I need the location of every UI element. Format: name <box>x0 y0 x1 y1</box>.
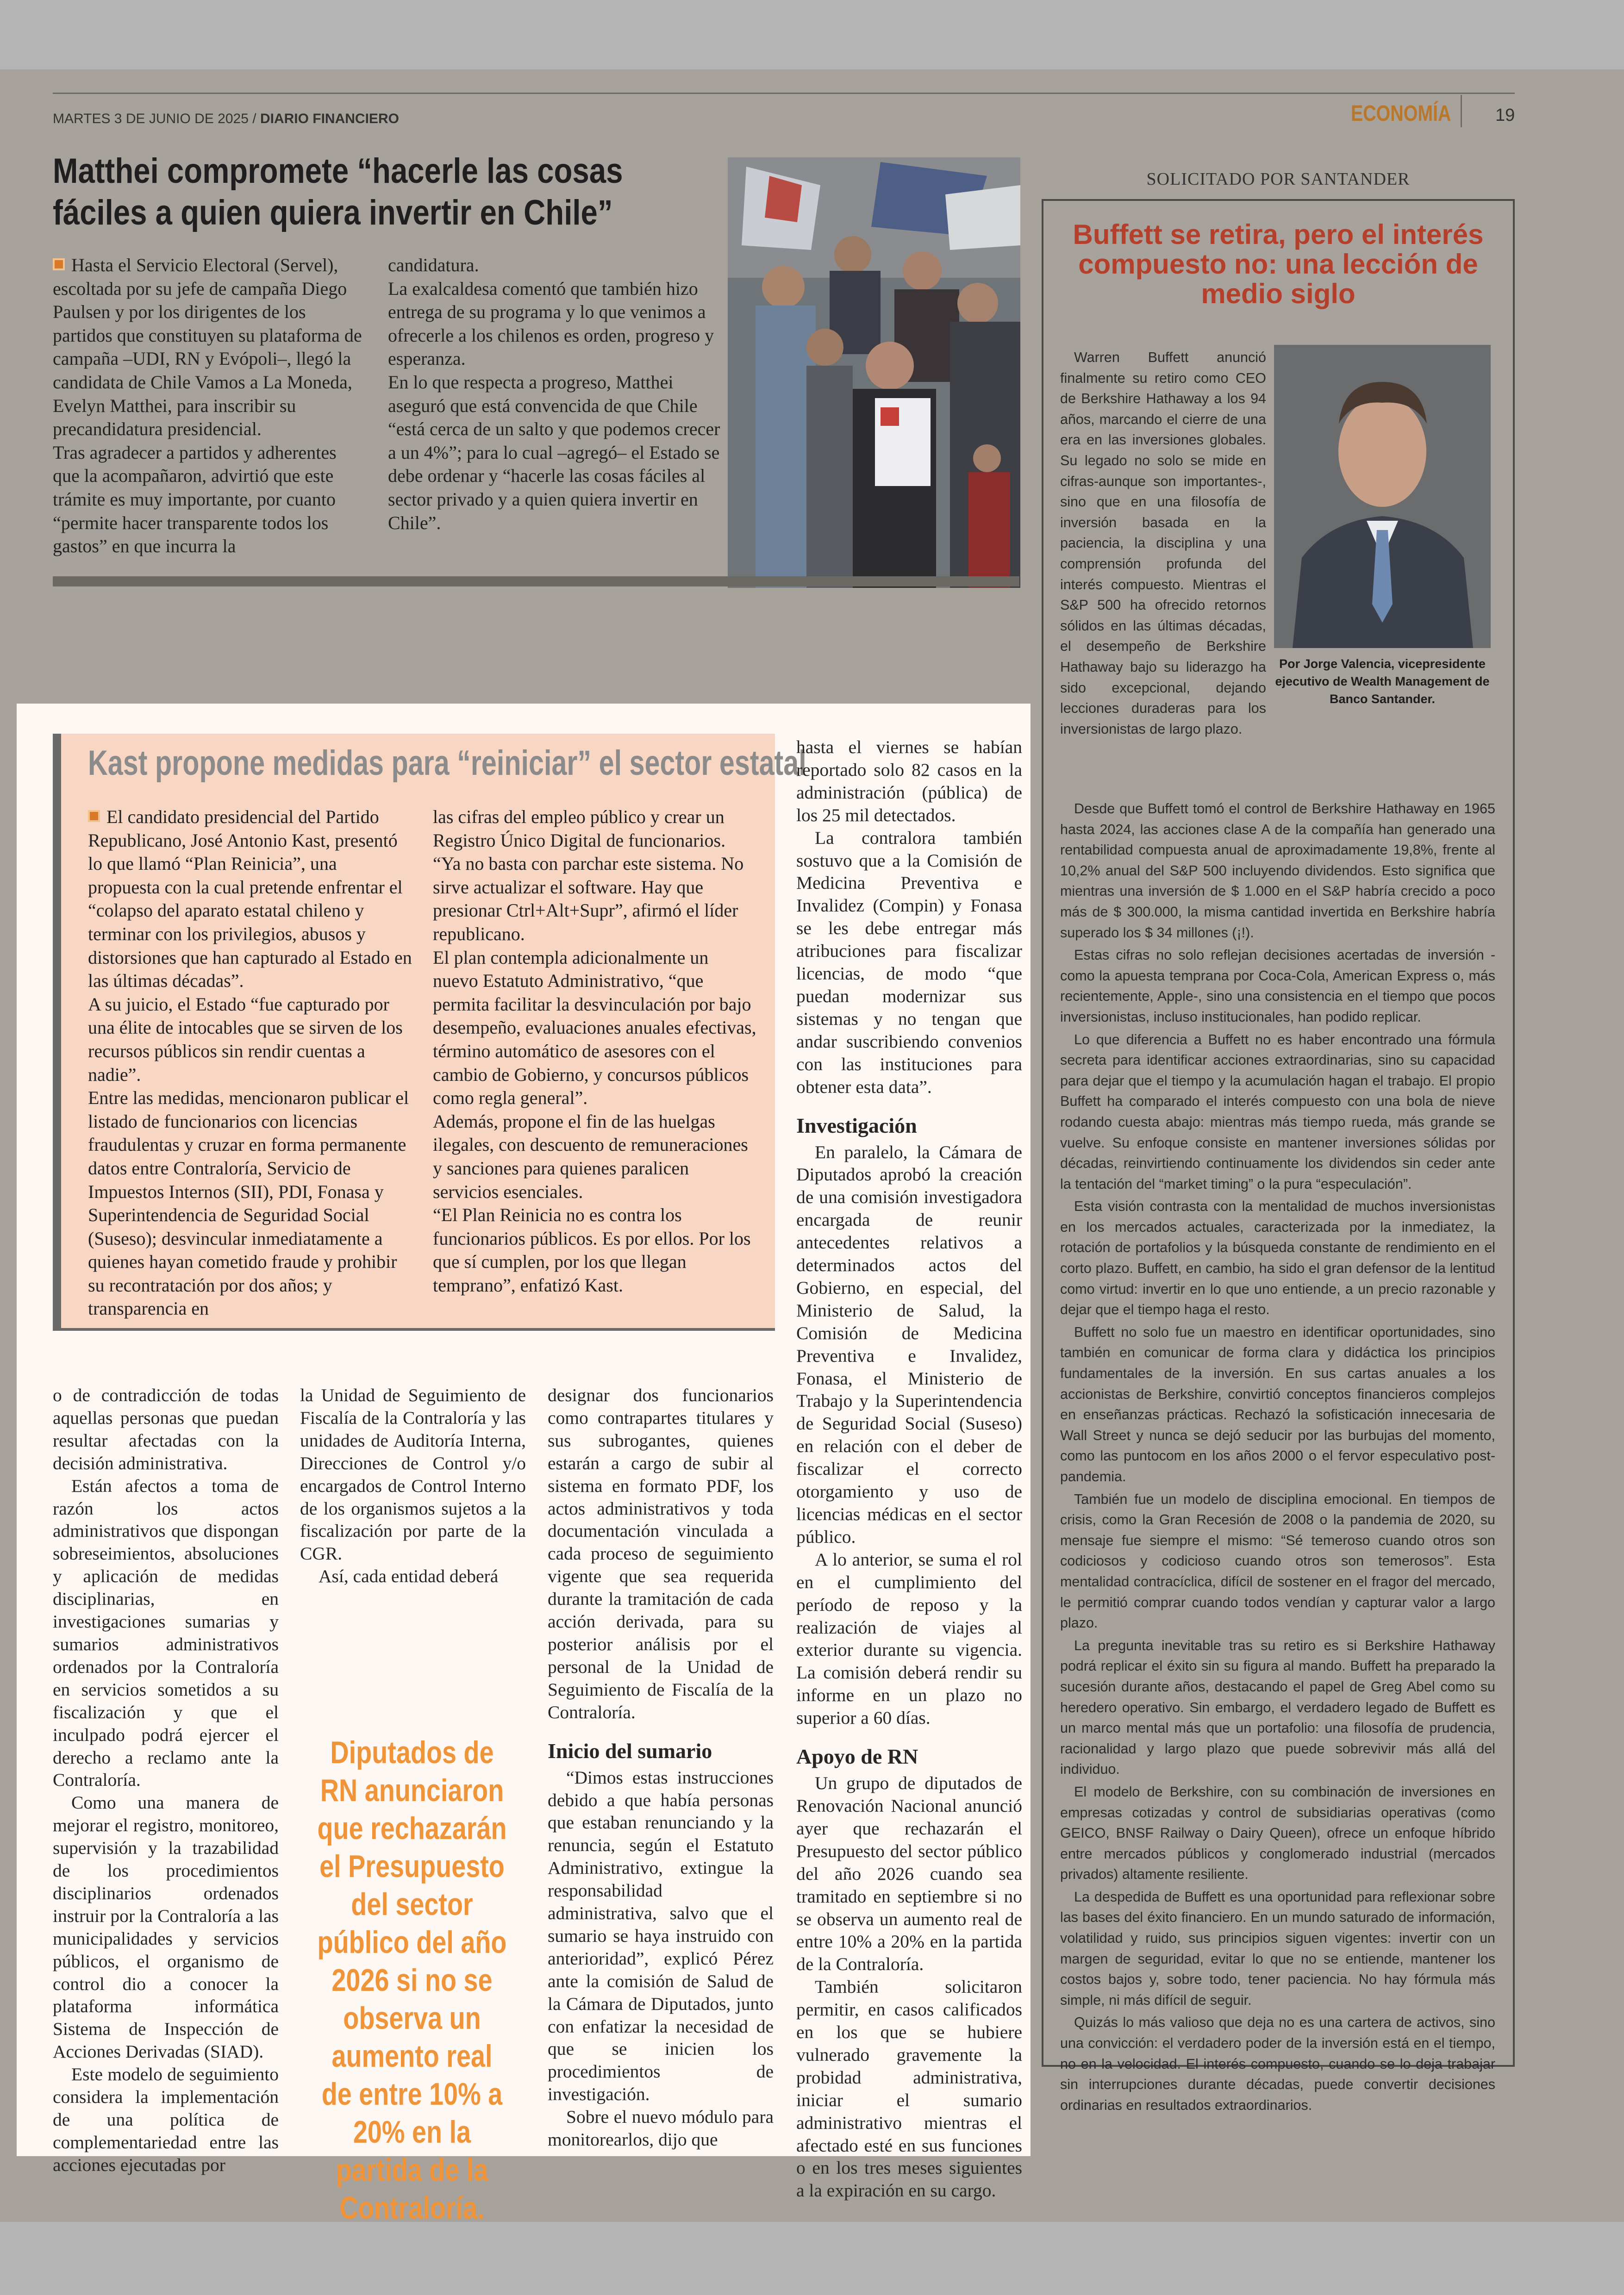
portrait-illustration <box>1274 345 1491 648</box>
paragraph: Lo que diferencia a Buffett no es haber encontrado una fórmula secreta para identificar acciones extraordinarias, sino su capacidad para dejar que el tiempo y la acumulación hagan el trabajo. El propio Buffett ha comparado el interés compuesto con una bola de nieve rodando cuesta abajo: mientras más tiempo rueda, más grande se vuelve. Su enfoque consiste en mantener inversiones sólidas por décadas, reinvirtiendo continuamente los dividendos sin ceder ante la tentación del “market timing” o la pura “especulación”. <box>1060 1031 1495 1192</box>
paragraph: Esta visión contrasta con la mentalidad de muchos inversionistas en los mercados actuales, caracterizada por la inmediatez, la rotación de portafolios y la búsqueda constante de rendimiento en el corto plazo. Buffett, en cambio, ha sido el gran defensor de la lentitud como virtud: invertir en lo que uno entiende, a un precio razonable y dejar que el tiempo haga el resto. <box>1060 1198 1495 1318</box>
author-portrait <box>1274 345 1491 648</box>
paragraph: El candidato presidencial del Partido Republicano, José Antonio Kast, presentó lo que llamó “Plan Reinicia”, una propuesta con la cual pretende enfrentar el “colapso del aparato estatal chileno y terminar con los privilegios, abusos y distorsiones que han capturado al Estado en las últimas décadas”. <box>88 806 412 992</box>
main-story-photo <box>728 157 1020 588</box>
sponsored-label: SOLICITADO POR SANTANDER <box>1146 169 1410 189</box>
author-caption: Por Jorge Valencia, vicepresidente ejecutivo de Wealth Management de Banco Santander. <box>1275 657 1490 706</box>
header-dateline <box>53 111 399 127</box>
paragraph: Un grupo de diputados de Renovación Nacional anunció ayer que rechazarán el Presupuesto del sector público del año 2026 cuando sea tramitado en septiembre si no se observa un aumento real de entre 10% a 20% en la partida de la Contraloría. <box>796 1773 1022 1975</box>
paragraph: o de contradicción de todas aquellas personas que puedan resultar afectadas con la decisión administrativa. <box>53 1385 279 1473</box>
subheading: Apoyo de RN <box>796 1745 918 1769</box>
main-story-headline: Matthei compromete “hacerle las cosas fáciles a quien quiera invertir en Chile” <box>53 151 623 232</box>
paragraph: La contralora también sostuvo que a la Comisión de Medicina Preventiva e Invalidez (Compin) y Fonasa se les debe entregar más atribuciones para fiscalizar licencias, de modo “que puedan modernizar sus sistemas y no tengan que andar suscribiendo convenios con las instituciones para obtener esta data”. <box>796 827 1022 1097</box>
header-date: MARTES 3 DE JUNIO DE 2025 / <box>53 111 256 126</box>
paragraph: Este modelo de seguimiento considera la implementación de una política de complementariedad entre las acciones ejecutadas por <box>53 2064 279 2175</box>
main-story-column-1 <box>53 254 368 558</box>
kast-headline: Kast propone medidas para “reiniciar” el sector estatal <box>88 743 806 783</box>
main-story-bottom-rule <box>53 576 1019 586</box>
article-right-column <box>796 736 1022 2202</box>
paragraph: El plan contempla adicionalmente un nuevo Estatuto Administrativo, “que permita facilitar la desvinculación por bajo desempeño, evaluaciones anuales efectivas, término automático de asesores con el cambio de Gobierno, y concursos públicos como regla general”. <box>433 947 756 1109</box>
paragraph: Como una manera de mejorar el registro, monitoreo, supervisión y la trazabilidad de los procedimientos disciplinarios ordenados instruir por la Contraloría a las municipalidades y servicios públicos, el organismo de control dio a conocer la plataforma informática Sistema de Inspección de Acciones Derivadas (SIAD). <box>53 1792 279 2062</box>
paragraph: Sobre el nuevo módulo para monitorearlos, dijo que <box>548 2107 774 2150</box>
page-number: 19 <box>1495 106 1515 125</box>
paragraph: El modelo de Berkshire, con su combinación de inversiones en empresas cotizadas y control de subsidiarias operativas (como GEICO, BNSF Railway o Dairy Queen), ofrece un enfoque híbrido entre mercados públicos y conglomerado industrial (mercados privados) altamente resiliente. <box>1060 1784 1495 1883</box>
article-column-2 <box>300 1384 526 1588</box>
paragraph: En lo que respecta a progreso, Matthei aseguró que está convencida de que Chile “está cerca de un salto y que podemos crecer a un 4%”; para lo cual –agregó– el Estado se debe ordenar y “hacerle las cosas fáciles al sector privado y a quien quiera invertir en Chile”. <box>388 371 720 533</box>
paragraph: las cifras del empleo público y crear un Registro Único Digital de funcionarios. <box>433 806 726 851</box>
paragraph: Además, propone el fin de las huelgas ilegales, con descuento de remuneraciones y sanciones para quienes paralicen servicios esenciales. <box>433 1110 748 1202</box>
sponsored-title: Buffett se retira, pero el interés compuesto no: una lección de medio siglo <box>1073 219 1484 309</box>
sponsored-intro <box>1060 347 1266 741</box>
article-column-3 <box>548 1384 774 2151</box>
article-column-1 <box>53 1384 279 2177</box>
paragraph: Tras agradecer a partidos y adherentes que la acompañaron, advirtió que este trámite es muy importante, por cuanto “permite hacer transparente todos los gastos” en que incurra la <box>53 442 337 557</box>
paragraph: Hasta el Servicio Electoral (Servel), escoltada por su jefe de campaña Diego Paulsen y por los dirigentes de los partidos que constituyen su plataforma de campaña –UDI, RN y Evópoli–, llegó la candidata de Chile Vamos a La Moneda, Evelyn Matthei, para inscribir su precandidatura presidencial. <box>53 255 362 440</box>
publication-name: DIARIO FINANCIERO <box>260 111 399 126</box>
lead-marker-icon <box>88 810 100 822</box>
paragraph: La despedida de Buffett es una oportunidad para reflexionar sobre las bases del éxito financiero. En un mundo saturado de información, volatilidad y ruido, sus principios siguen vigentes: invertir con un margen de seguridad, evitar lo que no se entiende, mantener los costos bajos y, sobre todo, tener paciencia. No hay fórmula más simple, ni más difícil de seguir. <box>1060 1889 1495 2008</box>
subheading: Inicio del sumario <box>548 1739 712 1763</box>
paragraph: También solicitaron permitir, en casos calificados en los que se hubiere vulnerado gravemente la probidad administrativa, iniciar el sumario administrativo mientras el afectado esté en sus funciones o en los tres meses siguientes a la expiración en su cargo. <box>796 1977 1022 2201</box>
paragraph: hasta el viernes se habían reportado solo 82 casos en la administración (pública) de los 25 mil detectados. <box>796 737 1022 825</box>
paragraph: Buffett no solo fue un maestro en identificar oportunidades, sino también en comunicar de forma clara y didáctica los principios fundamentales de la inversión. En sus cartas anuales a los accionistas de Berkshire, convirtió conceptos financieros complejos en enseñanzas prácticas. Rechazó la sofisticación innecesaria de Wall Street y nunca se dejó seducir por las burbujas del momento, como las puntocom en los años 2000 o el fervor especulativo post-pandemia. <box>1060 1324 1495 1484</box>
main-story-column-2 <box>388 254 731 535</box>
paragraph: La pregunta inevitable tras su retiro es si Berkshire Hathaway podrá replicar el éxito sin su figura al mando. Buffett ha preparado la sucesión durante años, destacando el papel de Greg Abel como su heredero operativo. Sin embargo, el verdadero legado de Buffett es un marco mental más que un portafolio: una filosofía de prudencia, racionalidad y largo plazo que puede sobrevivir más allá del individuo. <box>1060 1637 1495 1777</box>
paragraph: Entre las medidas, mencionaron publicar el listado de funcionarios con licencias fraudulentas y cruzar en forma permanente datos entre Contraloría, Servicio de Impuestos Internos (SII), PDI, Fonasa y Superintendencia de Seguridad Social (Suseso); desvincular inmediatamente a quienes hayan cometido fraude y prohibir su recontratación por dos años; y transparencia en <box>88 1087 409 1319</box>
paragraph: Están afectos a toma de razón los actos administrativos que dispongan sobreseimientos, absoluciones y aplicación de medidas disciplinarias, en investigaciones sumarias y sumarios administrativos ordenados por la Contraloría en servicios sometidos a su fiscalización y que el inculpado podrá ejercer el derecho a reclamo ante la Contraloría. <box>53 1475 279 1790</box>
paragraph: Estas cifras no solo reflejan decisiones acertadas de inversión -como la apuesta temprana por Coca-Cola, American Express o, más recientemente, Apple-, sino una consistencia en el tiempo que pocos inversionistas, incluso institucionales, han podido replicar. <box>1060 947 1495 1025</box>
paragraph: “Dimos estas instrucciones debido a que había personas que estaban renunciando y la renuncia, según el Estatuto Administrativo, extingue la responsabilidad administrativa, salvo que el sumario se haya instruido con anterioridad”, explicó Pérez ante la comisión de Salud de la Cámara de Diputados, junto con enfatizar la necesidad de que se inicien los procedimientos de investigación. <box>548 1767 774 2105</box>
paragraph: “Ya no basta con parchar este sistema. No sirve actualizar el software. Hay que presionar Ctrl+Alt+Supr”, afirmó el líder republicano. <box>433 853 744 944</box>
paragraph: la Unidad de Seguimiento de Fiscalía de la Contraloría y las unidades de Auditoría Interna, Direcciones de Control y/o encargados de Control Interno de los organismos sujetos a la fiscalización por parte de la CGR. <box>300 1385 526 1564</box>
paragraph: Quizás lo más valioso que deja no es una cartera de activos, sino una convicción: el verdadero poder de la inversión está en el tiempo, no en la velocidad. El interés compuesto, cuando se lo deja trabajar sin interrupciones durante décadas, puede convertir decisiones ordinarias en resultados extraordinarios. <box>1060 2014 1495 2113</box>
subheading: Investigación <box>796 1113 917 1137</box>
kast-column-1 <box>88 805 412 1321</box>
paragraph: La exalcaldesa comentó que también hizo entrega de su programa y lo que venimos a ofrecerle a los chilenos es orden, progreso y esperanza. <box>388 278 714 369</box>
paragraph: candidatura. <box>388 255 479 275</box>
paragraph: A su juicio, el Estado “fue capturado por una élite de intocables que se sirven de los recursos públicos sin rendir cuentas a nadie”. <box>88 993 403 1085</box>
crowd-photo-illustration <box>728 157 1020 588</box>
paragraph: “El Plan Reinicia no es contra los funcionarios públicos. Es por ellos. Por los que sí cumplen, por los que llegan temprano”, enfatizó Kast. <box>433 1204 751 1296</box>
paragraph: En paralelo, la Cámara de Diputados aprobó la creación de una comisión investigadora encargada de reunir antecedentes relativos a determinados actos del Gobierno, en especial, del Ministerio de Salud, la Comisión de Medicina Preventiva e Invalidez, Fonasa, el Ministerio de Trabajo y la Superintendencia de Seguridad Social (Suseso) en relación con el deber de fiscalizar el correcto otorgamiento y uso de licencias médicas en el sector público. <box>796 1141 1022 1547</box>
paragraph: A lo anterior, se suma el rol en el cumplimiento del período de reposo y la realización de viajes al exterior durante su vigencia. La comisión deberá rendir su informe en un plazo no superior a 60 días. <box>796 1549 1022 1728</box>
paragraph: También fue un modelo de disciplina emocional. En tiempos de crisis, como la Gran Recesión de 2008 o la pandemia de 2020, su mensaje fue siempre el mismo: “Sé temeroso cuando otros son codiciosos y codicioso cuando otros son temerosos”. Esta mentalidad contracíclica, difícil de sostener en el fragor del mercado, le permitió comprar cuando todos vendían y capturar valor a largo plazo. <box>1060 1491 1495 1631</box>
header-rule <box>53 93 1515 94</box>
kast-column-2 <box>433 805 757 1297</box>
paragraph: Desde que Buffett tomó el control de Berkshire Hathaway en 1965 hasta 2024, las acciones clase A de la compañía han generado una rentabilidad compuesta anual de aproximadamente 19,8%, frente al 10,2% anual del S&P 500 incluyendo dividendos. Esto significa que mientras una inversión de $ 1.000 en el S&P habría crecido a poco más de $ 300.000, la misma cantidad invertida en Berkshire habría superado los $ 34 millones (¡!). <box>1060 801 1495 941</box>
paragraph: designar dos funcionarios como contrapartes titulares y sus subrogantes, quienes estarán a cargo de subir al sistema en formato PDF, los actos administrativos y toda documentación vinculada a cada proceso de seguimiento vigente que sea requerida durante la tramitación de cada acción derivada, para su posterior análisis por el personal de la Unidad de Seguimiento de Fiscalía de la Contraloría. <box>548 1385 774 1722</box>
sponsored-body <box>1060 798 1495 2117</box>
paragraph: Así, cada entidad deberá <box>319 1566 499 1587</box>
lead-marker-icon <box>53 258 65 270</box>
paragraph: Warren Buffett anunció finalmente su retiro como CEO de Berkshire Hathaway a los 94 años, marcando el cierre de una era en las inversiones globales. Su legado no solo se mide en cifras-aunque son importantes-, sino que en una filosofía de inversión basada en la paciencia, la disciplina y una comprensión profunda del interés compuesto. Mientras el S&P 500 ha ofrecido retornos sólidos en las últimas décadas, el desempeño de Berkshire Hathaway bajo su liderazgo ha sido excepcional, dejando lecciones duraderas para los inversionistas de largo plazo. <box>1060 349 1266 737</box>
header-separator <box>1461 95 1462 127</box>
pull-quote: Diputados de RN anunciaron que rechazarán el Presupuesto del sector público del año 2026 si no se observa un aumento real de entre 10% a 20% en la partida de la Contraloría. <box>317 1735 507 2226</box>
section-name: ECONOMÍA <box>1351 101 1451 126</box>
